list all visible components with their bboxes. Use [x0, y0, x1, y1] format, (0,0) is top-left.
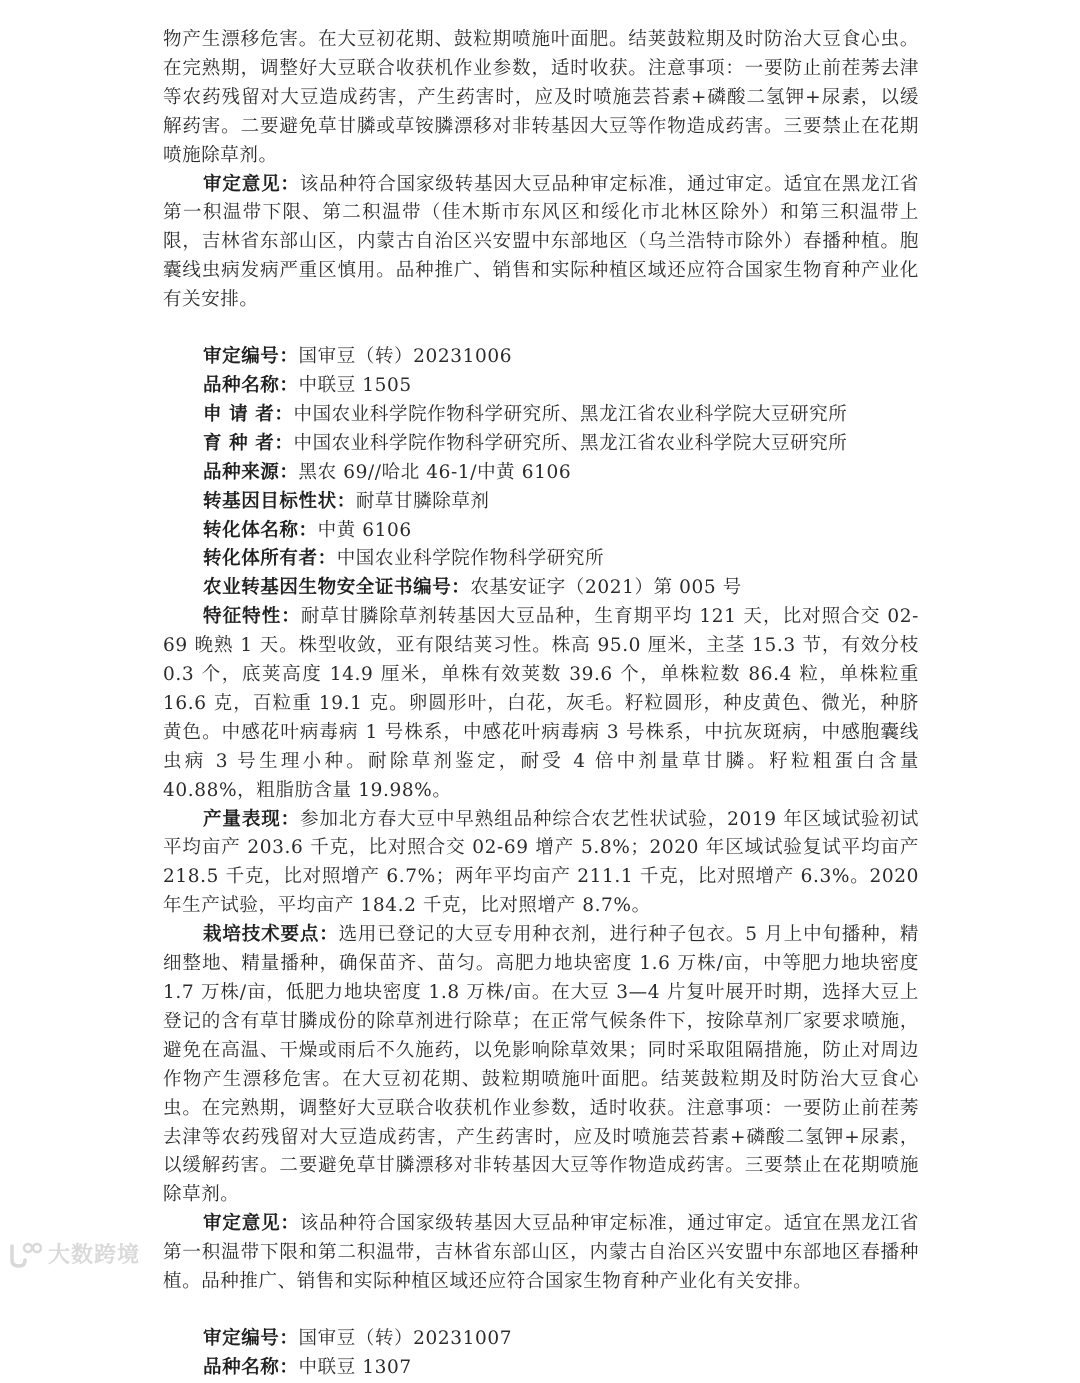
continuation-text: 物产生漂移危害。在大豆初花期、鼓粒期喷施叶面肥。结荚鼓粒期及时防治大豆食心虫。在完熟期，调整好大豆联合收获机作业参数，适时收获。注意事项：一要防止前茬莠去津等农药残留对大豆造成药害，产生药害时，应及时喷施芸苔素+磷酸二氢钾+尿素，以缓解药害。二要避免草甘膦或草铵膦漂移对非转基因大豆等作物造成药害。三要禁止在花期喷施除草剂。	[163, 29, 919, 166]
field-label: 申 请 者：	[203, 403, 294, 425]
entry-20231007	[163, 1325, 919, 1383]
section-gap	[163, 1297, 919, 1325]
prev-opinion-label: 审定意见：	[203, 173, 300, 195]
field-value: 中黄 6106	[317, 519, 412, 541]
field-variety-source	[163, 459, 919, 488]
field-label: 品种来源：	[203, 461, 299, 483]
field-label: 转基因目标性状：	[203, 490, 356, 512]
watermark-logo-icon	[8, 1240, 42, 1268]
field-value: 耐草甘膦除草剂	[355, 490, 490, 512]
field-value: 农基安证字（2021）第 005 号	[470, 577, 742, 599]
field-target-trait	[163, 488, 919, 517]
field-value: 中国农业科学院作物科学研究所	[336, 548, 605, 570]
yield-label: 产量表现：	[203, 808, 301, 830]
field-applicant	[163, 401, 919, 430]
field-event-name	[163, 517, 919, 546]
watermark	[8, 1238, 140, 1269]
field-label: 农业转基因生物安全证书编号：	[203, 577, 471, 599]
traits-paragraph	[163, 603, 919, 805]
field-value: 中国农业科学院作物科学研究所、黑龙江省农业科学院大豆研究所	[293, 403, 848, 425]
continuation-paragraph	[163, 26, 919, 171]
field-variety-name	[163, 372, 919, 401]
field-value: 国审豆（转）20231007	[298, 1327, 513, 1349]
field-value: 黑农 69//哈北 46-1/中黄 6106	[298, 461, 572, 483]
prev-opinion-text: 该品种符合国家级转基因大豆品种审定标准，通过审定。适宜在黑龙江省第一积温带下限、第二积温带（佳木斯市东风区和绥化市北林区除外）和第三积温带上限，吉林省东部山区，内蒙古自治区兴安盟中东部地区（乌兰浩特市除外）春播种植。胞囊线虫病发病严重区慎用。品种推广、销售和实际种植区域还应符合国家生物育种产业化有关安排。	[163, 173, 919, 311]
opinion-label: 审定意见：	[203, 1213, 300, 1235]
field-breeder	[163, 430, 919, 459]
yield-paragraph	[163, 806, 919, 922]
field-value: 中联豆 1505	[298, 374, 412, 396]
field-value: 中国农业科学院作物科学研究所、黑龙江省农业科学院大豆研究所	[293, 432, 848, 454]
field-label: 审定编号：	[203, 1327, 299, 1349]
traits-label: 特征特性：	[203, 606, 301, 628]
field-label: 育 种 者：	[203, 432, 294, 454]
field-approval-number	[163, 343, 919, 372]
cultivation-text: 选用已登记的大豆专用种衣剂，进行种子包衣。5 月上中旬播种，精细整地、精量播种，确保苗齐、苗匀。高肥力地块密度 1.6 万株/亩，中等肥力地块密度 1.7 万株/亩，低肥力地块密度 1.8 万株/亩。在大豆 3—4 片复叶展开时期，选择大豆上登记的含有草甘膦成份的除草剂进行除草；在正常气候条件下，按除草剂厂家要求喷施，避免在高温、干燥或雨后不久施药，以免影响除草效果；同时采取阻隔措施，防止对周边作物产生漂移危害。在大豆初花期、鼓粒期喷施叶面肥。结荚鼓粒期及时防治大豆食心虫。在完熟期，调整好大豆联合收获机作业参数，适时收获。注意事项：一要防止前茬莠去津等农药残留对大豆造成药害，产生药害时，应及时喷施芸苔素+磷酸二氢钾+尿素，以缓解药害。二要避免草甘膦漂移对非转基因大豆等作物造成药害。三要禁止在花期喷施除草剂。	[163, 924, 919, 1206]
prev-approval-opinion	[163, 171, 919, 316]
field-event-owner	[163, 545, 919, 574]
field-label: 转化体名称：	[203, 519, 318, 541]
field-label: 品种名称：	[203, 1356, 299, 1378]
watermark-text: 大数跨境	[48, 1243, 141, 1268]
document-page	[163, 26, 919, 1383]
entry-20231006	[163, 343, 919, 1297]
approval-opinion	[163, 1210, 919, 1297]
section-gap	[163, 315, 919, 343]
field-variety-name	[163, 1354, 919, 1383]
field-label: 转化体所有者：	[203, 548, 337, 570]
field-label: 品种名称：	[203, 374, 299, 396]
traits-text: 耐草甘膦除草剂转基因大豆品种，生育期平均 121 天，比对照合交 02-69 晚熟 1 天。株型收敛，亚有限结荚习性。株高 95.0 厘米，主茎 15.3 节，有效分枝 0.3 个，底荚高度 14.9 厘米，单株有效荚数 39.6 个，单株粒数 86.4 粒，单株粒重 16.6 克，百粒重 19.1 克。卵圆形叶，白花，灰毛。籽粒圆形，种皮黄色、微光，种脐黄色。中感花叶病毒病 1 号株系，中感花叶病毒病 3 号株系，中抗灰斑病，中感胞囊线虫病 3 号生理小种。耐除草剂鉴定，耐受 4 倍中剂量草甘膦。籽粒粗蛋白含量 40.88%，粗脂肪含量 19.98%。	[163, 606, 919, 801]
cultivation-paragraph	[163, 921, 919, 1210]
yield-text: 参加北方春大豆中早熟组品种综合农艺性状试验，2019 年区域试验初试平均亩产 203.6 千克，比对照合交 02-69 增产 5.8%；2020 年区域试验复试平均亩产 218.5 千克，比对照增产 6.7%；两年平均亩产 211.1 千克，比对照增产 6.3%。2020 年生产试验，平均亩产 184.2 千克，比对照增产 8.7%。	[163, 808, 919, 917]
field-value: 国审豆（转）20231006	[298, 346, 513, 368]
opinion-text: 该品种符合国家级转基因大豆品种审定标准，通过审定。适宜在黑龙江省第一积温带下限和第二积温带，吉林省东部山区，内蒙古自治区兴安盟中东部地区春播种植。品种推广、销售和实际种植区域还应符合国家生物育种产业化有关安排。	[163, 1213, 919, 1293]
cultivation-label: 栽培技术要点：	[203, 924, 339, 946]
field-label: 审定编号：	[203, 346, 299, 368]
field-value: 中联豆 1307	[298, 1356, 412, 1378]
field-biosafety-certificate	[163, 574, 919, 603]
field-approval-number	[163, 1325, 919, 1354]
